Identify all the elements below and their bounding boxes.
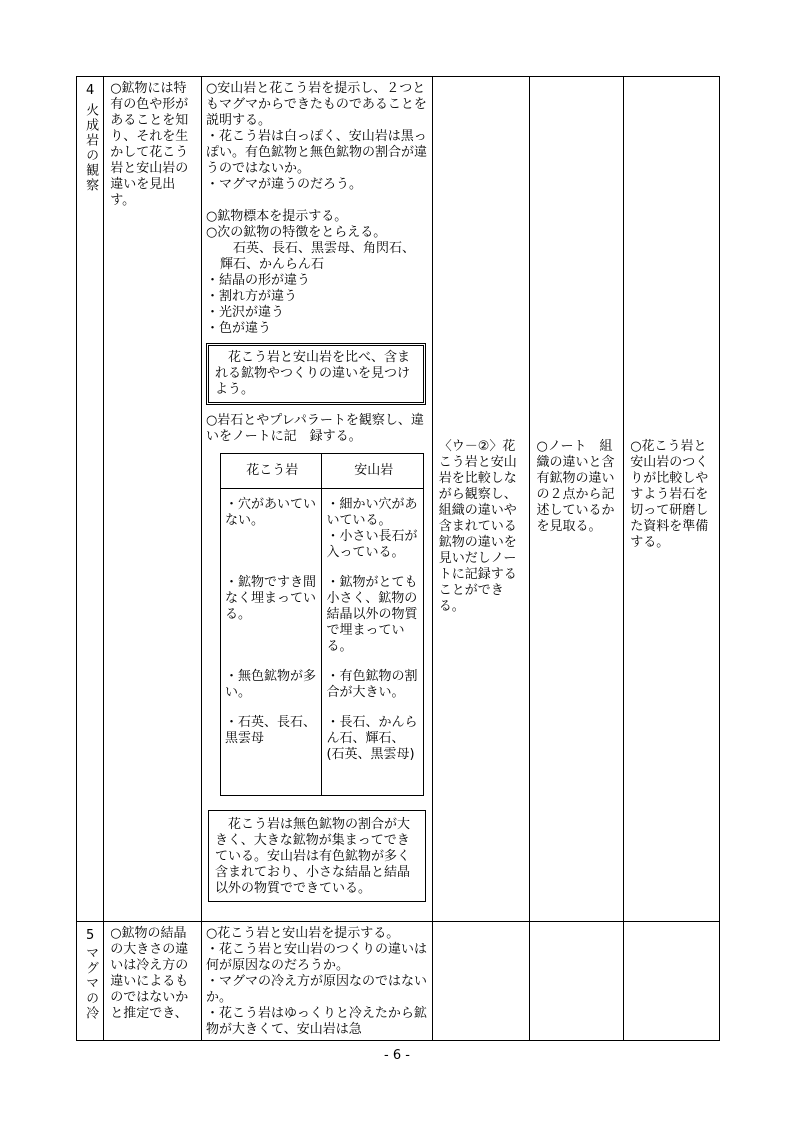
evaluation-cell — [432, 922, 530, 1041]
activity-line: ・光沢が違う — [205, 305, 284, 320]
method-cell — [530, 922, 624, 1041]
activity-line: ・マグマの冷え方が原因なのではないか。 — [205, 974, 427, 1005]
objective-text: ○鉱物には特有の色や形があることを知り、それを生かして花こう岩と安山岩の違いを見出す。 — [110, 81, 189, 208]
activity-line: ○次の鉱物の特徴をとらえる。 — [205, 225, 387, 240]
page-number: - 6 - — [384, 1048, 410, 1063]
support-cell — [624, 77, 720, 922]
objective-text: ○鉱物の結晶の大きさの違いは冷え方の違いによるものではないかと推定でき、 — [110, 926, 189, 1021]
activity-line: ○安山岩と花こう岩を提示し、２つともマグマからできたものであることを説明する。 — [205, 81, 427, 128]
task-box: 花こう岩と安山岩を比べ、含まれる鉱物やつくりの違いを見つけよう。 — [206, 343, 426, 405]
step-title: マグマの冷 — [83, 946, 99, 1021]
method-text: ○ノート 組織の違いと含有鉱物の違いの２点から記述しているかを見取る。 — [536, 439, 615, 534]
step-title: 火成岩の観察 — [83, 103, 99, 193]
comparison-table — [220, 453, 424, 796]
step-cell — [77, 922, 104, 1041]
comparison-cell: ・細かい穴があいている。 ・小さい長石が入っている。 — [326, 497, 418, 560]
activity-line: ・花こう岩と安山岩のつくりの違いは何が原因なのだろうか。 — [205, 942, 427, 973]
objective-cell — [104, 77, 202, 922]
lesson-row-5 — [77, 922, 720, 1041]
observe-line: ○岩石とやプレパラートを観察し、違いをノートに記 録する。 — [205, 413, 424, 444]
activity-line: ○花こう岩と安山岩を提示する。 — [205, 926, 400, 941]
activity-line: 石英、長石、黒雲母、角閃石、輝石、かんらん石 — [219, 241, 415, 272]
comparison-cell: ・有色鉱物の割合が大きい。 — [326, 669, 418, 700]
comparison-cell: ・長石、かんらん石、輝石、(石英、黒雲母) — [326, 715, 418, 762]
activity-line: ・割れ方が違う — [205, 289, 297, 304]
activity-line: ・マグマが違うのだろう。 — [205, 177, 362, 192]
activity-line: ・花こう岩はゆっくりと冷えたから鉱物が大きくて、安山岩は急 — [205, 1006, 427, 1037]
comparison-cell: ・石英、長石、黒雲母 — [224, 715, 316, 746]
summary-box: 花こう岩は無色鉱物の割合が大きく、大きな鉱物が集まってできている。安山岩は有色鉱物が多く含まれており、小さな結晶と結晶以外の物質でできている。 — [208, 810, 426, 902]
andesite-column — [322, 489, 424, 796]
support-text: ○花こう岩と安山岩のつくりが比較しやすよう岩石を切って研磨した資料を準備する。 — [630, 439, 709, 550]
objective-cell — [104, 922, 202, 1041]
comparison-header-granite: 花こう岩 — [220, 454, 322, 489]
comparison-cell: ・無色鉱物が多い。 — [224, 669, 316, 700]
evaluation-cell — [432, 77, 530, 922]
activity-line: ・結晶の形が違う — [205, 273, 310, 288]
comparison-cell: ・鉱物ですき間なく埋まっている。 — [224, 575, 316, 622]
evaluation-text: 〈ウ－②〉花こう岩と安山岩を比較しながら観察し、組織の違いや含まれている鉱物の違いを見いだしノートに記録することができる。 — [438, 439, 517, 614]
comparison-header-andesite: 安山岩 — [322, 454, 424, 489]
activity-line: ・色が違う — [205, 321, 271, 336]
activity-cell — [201, 77, 432, 922]
activity-spacer — [206, 193, 428, 209]
comparison-cell: ・鉱物がとても小さく、鉱物の結晶以外の物質で埋まっている。 — [326, 575, 418, 654]
method-cell — [530, 77, 624, 922]
lesson-plan-table — [76, 76, 720, 1041]
support-cell — [624, 922, 720, 1041]
lesson-row-4 — [77, 77, 720, 922]
step-cell — [77, 77, 104, 922]
comparison-cell: ・穴があいていない。 — [224, 497, 316, 528]
granite-column — [220, 489, 322, 796]
step-number: 4 — [85, 83, 95, 98]
activity-cell — [201, 922, 432, 1041]
step-number: 5 — [85, 928, 95, 943]
activity-line: ○鉱物標本を提示する。 — [205, 209, 348, 224]
activity-line: ・花こう岩は白っぽく、安山岩は黒っぽい。有色鉱物と無色鉱物の割合が違うのではないか。 — [205, 129, 427, 176]
